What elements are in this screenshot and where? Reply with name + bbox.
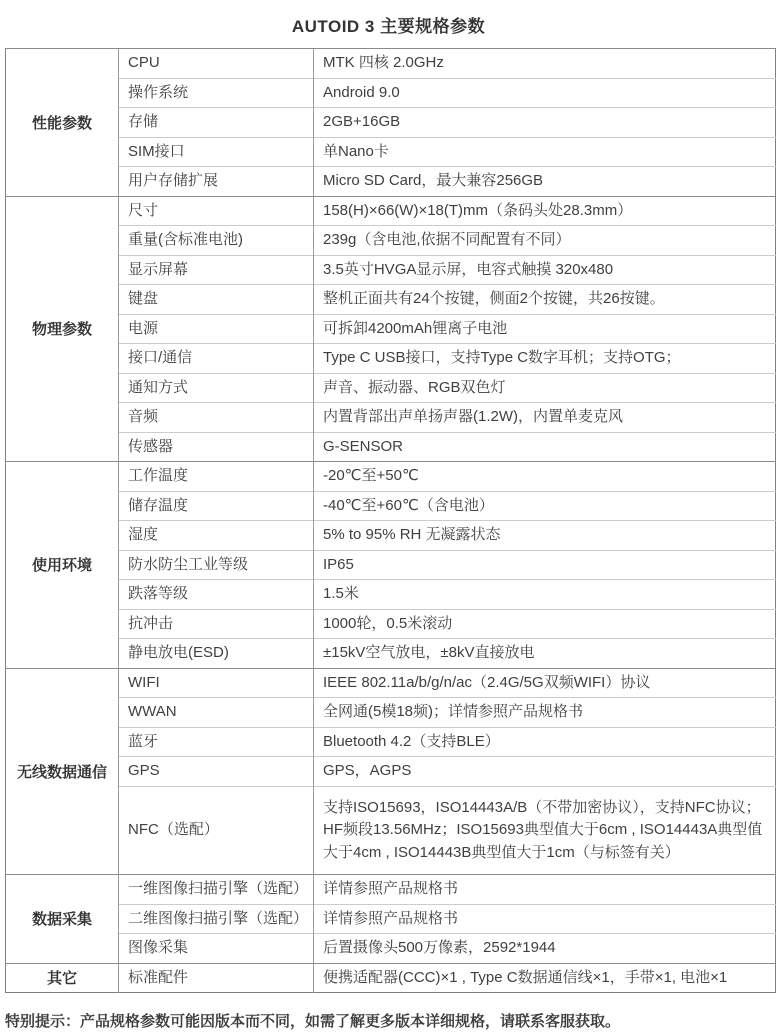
spec-value-cell: Type C USB接口，支持Type C数字耳机；支持OTG； <box>314 344 776 374</box>
table-row <box>6 285 776 315</box>
table-row <box>6 432 776 462</box>
spec-label-cell: 电源 <box>119 314 314 344</box>
spec-value-cell: 全网通(5模18频)；详情参照产品规格书 <box>314 698 776 728</box>
spec-category-cell: 数据采集 <box>6 875 119 964</box>
spec-value-cell: 单Nano卡 <box>314 137 776 167</box>
spec-value-cell: G-SENSOR <box>314 432 776 462</box>
table-row <box>6 757 776 787</box>
table-row <box>6 698 776 728</box>
spec-value-cell: 可拆卸4200mAh锂离子电池 <box>314 314 776 344</box>
spec-value-cell: Android 9.0 <box>314 78 776 108</box>
spec-value-cell: 整机正面共有24个按键，侧面2个按键，共26按键。 <box>314 285 776 315</box>
spec-label-cell: 存储 <box>119 108 314 138</box>
spec-label-cell: 传感器 <box>119 432 314 462</box>
spec-category-cell: 其它 <box>6 963 119 993</box>
spec-category-cell: 性能参数 <box>6 49 119 197</box>
spec-label-cell: 蓝牙 <box>119 727 314 757</box>
spec-value-cell: 声音、振动器、RGB双色灯 <box>314 373 776 403</box>
spec-label-cell: SIM接口 <box>119 137 314 167</box>
spec-label-cell: 储存温度 <box>119 491 314 521</box>
spec-value-cell: 5% to 95% RH 无凝露状态 <box>314 521 776 551</box>
spec-label-cell: 尺寸 <box>119 196 314 226</box>
table-row <box>6 373 776 403</box>
spec-label-cell: 通知方式 <box>119 373 314 403</box>
footer-note: 特别提示：产品规格参数可能因版本而不同，如需了解更多版本详细规格，请联系客服获取。 <box>5 1013 621 1030</box>
table-row <box>6 49 776 79</box>
spec-label-cell: 标准配件 <box>119 963 314 993</box>
spec-label-cell: 湿度 <box>119 521 314 551</box>
spec-category-cell: 无线数据通信 <box>6 668 119 875</box>
spec-value-cell: 内置背部出声单扬声器(1.2W)，内置单麦克风 <box>314 403 776 433</box>
spec-label-cell: 跌落等级 <box>119 580 314 610</box>
table-row <box>6 580 776 610</box>
spec-label-cell: NFC（选配） <box>119 786 314 875</box>
table-row <box>6 668 776 698</box>
table-row <box>6 167 776 197</box>
page-title: AUTOID 3 主要规格参数 <box>291 17 486 36</box>
table-row <box>6 786 776 875</box>
spec-value-cell: GPS，AGPS <box>314 757 776 787</box>
spec-value-cell: Micro SD Card，最大兼容256GB <box>314 167 776 197</box>
spec-value-cell: 后置摄像头500万像素，2592*1944 <box>314 934 776 964</box>
spec-label-cell: 图像采集 <box>119 934 314 964</box>
spec-label-cell: 一维图像扫描引擎（选配） <box>119 875 314 905</box>
table-row <box>6 875 776 905</box>
spec-value-cell: 158(H)×66(W)×18(T)mm（条码头处28.3mm） <box>314 196 776 226</box>
table-row <box>6 403 776 433</box>
table-row <box>6 550 776 580</box>
spec-label-cell: 用户存储扩展 <box>119 167 314 197</box>
table-row <box>6 344 776 374</box>
table-row <box>6 108 776 138</box>
spec-label-cell: WWAN <box>119 698 314 728</box>
spec-value-cell: Bluetooth 4.2（支持BLE） <box>314 727 776 757</box>
table-row <box>6 78 776 108</box>
spec-value-cell: -40℃至+60℃（含电池） <box>314 491 776 521</box>
table-row <box>6 255 776 285</box>
spec-label-cell: 重量(含标准电池) <box>119 226 314 256</box>
spec-label-cell: CPU <box>119 49 314 79</box>
table-row <box>6 196 776 226</box>
table-row <box>6 639 776 669</box>
spec-label-cell: 接口/通信 <box>119 344 314 374</box>
spec-value-cell: IP65 <box>314 550 776 580</box>
spec-value-cell: 详情参照产品规格书 <box>314 904 776 934</box>
table-row <box>6 462 776 492</box>
table-row <box>6 904 776 934</box>
table-row <box>6 727 776 757</box>
spec-label-cell: WIFI <box>119 668 314 698</box>
spec-label-cell: 抗冲击 <box>119 609 314 639</box>
table-row <box>6 137 776 167</box>
spec-label-cell: 操作系统 <box>119 78 314 108</box>
spec-value-cell: MTK 四核 2.0GHz <box>314 49 776 79</box>
spec-value-cell: IEEE 802.11a/b/g/n/ac（2.4G/5G双频WIFI）协议 <box>314 668 776 698</box>
spec-value-cell: ±15kV空气放电，±8kV直接放电 <box>314 639 776 669</box>
spec-value-cell: 3.5英寸HVGA显示屏，电容式触摸 320x480 <box>314 255 776 285</box>
table-row <box>6 963 776 993</box>
spec-table-body <box>6 49 776 993</box>
spec-value-cell: -20℃至+50℃ <box>314 462 776 492</box>
spec-category-cell: 物理参数 <box>6 196 119 462</box>
table-row <box>6 491 776 521</box>
spec-label-cell: 显示屏幕 <box>119 255 314 285</box>
table-row <box>6 521 776 551</box>
spec-label-cell: 音频 <box>119 403 314 433</box>
spec-label-cell: 工作温度 <box>119 462 314 492</box>
table-row <box>6 314 776 344</box>
spec-category-cell: 使用环境 <box>6 462 119 669</box>
spec-value-cell: 1.5米 <box>314 580 776 610</box>
table-row <box>6 226 776 256</box>
table-row <box>6 934 776 964</box>
spec-value-cell: 便携适配器(CCC)×1 , Type C数据通信线×1，手带×1, 电池×1 <box>314 963 776 993</box>
spec-label-cell: 静电放电(ESD) <box>119 639 314 669</box>
spec-label-cell: GPS <box>119 757 314 787</box>
spec-table <box>5 48 776 993</box>
spec-value-cell: 1000轮，0.5米滚动 <box>314 609 776 639</box>
spec-value-cell: 239g（含电池,依据不同配置有不同） <box>314 226 776 256</box>
spec-value-cell: 支持ISO15693，ISO14443A/B（不带加密协议），支持NFC协议；HF频段13.56MHz；ISO15693典型值大于6cm , ISO14443A典型值大于4cm , ISO14443B典型值大于1cm（与标签有关） <box>314 786 776 875</box>
spec-value-cell: 2GB+16GB <box>314 108 776 138</box>
spec-label-cell: 防水防尘工业等级 <box>119 550 314 580</box>
table-row <box>6 609 776 639</box>
spec-label-cell: 键盘 <box>119 285 314 315</box>
spec-label-cell: 二维图像扫描引擎（选配） <box>119 904 314 934</box>
spec-value-cell: 详情参照产品规格书 <box>314 875 776 905</box>
